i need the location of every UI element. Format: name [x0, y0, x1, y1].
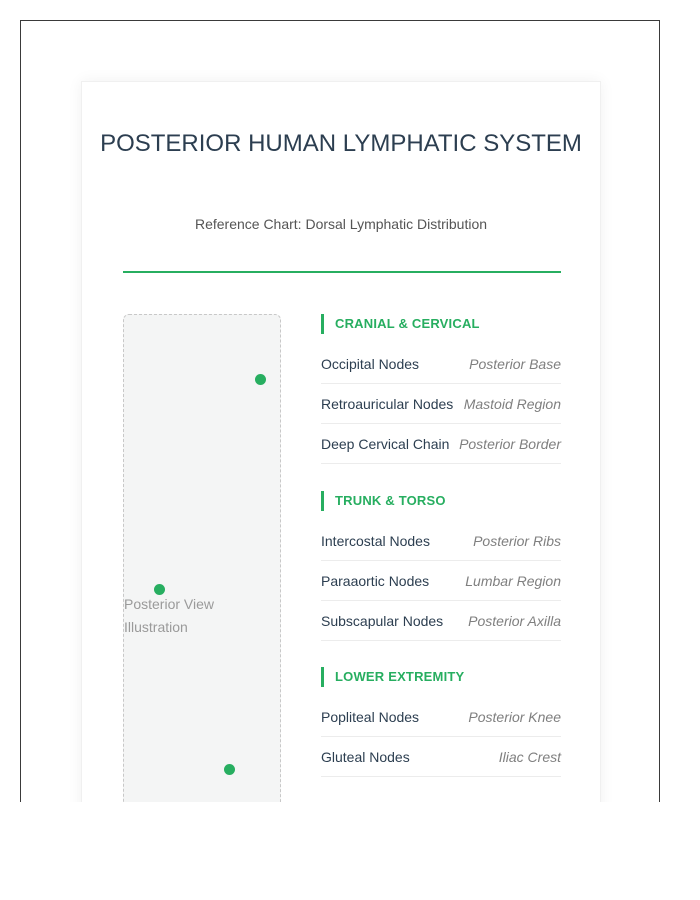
node-location: Posterior Border — [459, 435, 561, 452]
node-name: Paraaortic Nodes — [321, 572, 430, 589]
node-name: Intercostal Nodes — [321, 532, 430, 549]
list-item — [321, 737, 561, 777]
section-lower-extremity — [321, 667, 561, 777]
section-heading: CRANIAL & CERVICAL — [321, 314, 561, 334]
node-name: Subscapular Nodes — [321, 612, 444, 629]
list-item — [321, 424, 561, 464]
title-divider — [123, 271, 561, 273]
page-subtitle: Reference Chart: Dorsal Lymphatic Distribution — [194, 216, 488, 232]
page-frame — [20, 20, 660, 802]
node-location: Mastoid Region — [463, 395, 561, 412]
node-name: Popliteal Nodes — [321, 708, 420, 725]
node-name: Occipital Nodes — [321, 355, 420, 372]
node-location: Iliac Crest — [498, 748, 561, 765]
list-item — [321, 344, 561, 384]
list-item — [321, 561, 561, 601]
list-item — [321, 521, 561, 561]
list-item — [321, 384, 561, 424]
node-location: Posterior Base — [469, 355, 561, 372]
node-marker-cranial — [255, 374, 266, 385]
node-location: Posterior Ribs — [473, 532, 561, 549]
node-name: Retroauricular Nodes — [321, 395, 454, 412]
page-title: POSTERIOR HUMAN LYMPHATIC SYSTEM — [100, 130, 582, 157]
section-heading: TRUNK & TORSO — [321, 491, 561, 511]
node-name: Gluteal Nodes — [321, 748, 410, 765]
list-item — [321, 601, 561, 641]
node-marker-torso — [154, 584, 165, 595]
section-cranial-cervical — [321, 314, 561, 464]
reference-card — [81, 81, 601, 802]
section-heading: LOWER EXTREMITY — [321, 667, 561, 687]
node-location: Lumbar Region — [465, 572, 561, 589]
posterior-view-illustration — [123, 314, 281, 802]
node-location: Posterior Axilla — [468, 612, 561, 629]
illustration-label: Posterior View Illustration — [124, 596, 215, 635]
node-marker-lower — [224, 764, 235, 775]
section-trunk-torso — [321, 491, 561, 641]
node-location: Posterior Knee — [468, 708, 561, 725]
node-name: Deep Cervical Chain — [321, 435, 450, 452]
list-item — [321, 697, 561, 737]
